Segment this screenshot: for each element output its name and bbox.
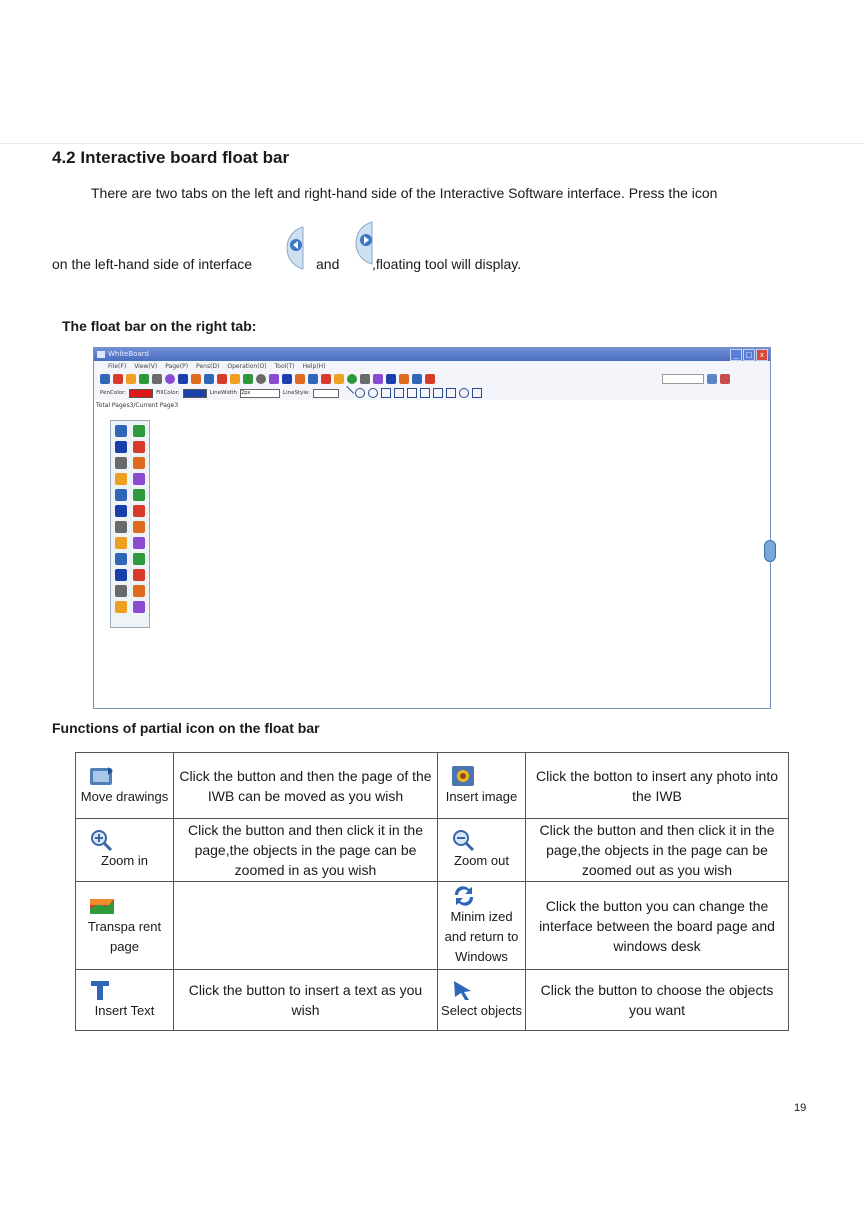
square-icon[interactable] bbox=[394, 388, 404, 398]
whiteboard-app-screenshot bbox=[93, 347, 771, 709]
ruler-icon[interactable] bbox=[386, 374, 396, 384]
page2-icon[interactable] bbox=[133, 537, 145, 549]
display-icon[interactable] bbox=[115, 521, 127, 533]
menu-view[interactable]: View(V) bbox=[134, 363, 158, 370]
line-icon[interactable] bbox=[340, 386, 354, 400]
triangle-icon[interactable] bbox=[399, 374, 409, 384]
triangle-shape-icon[interactable] bbox=[381, 388, 391, 398]
picture-icon[interactable] bbox=[115, 505, 127, 517]
ellipse-icon[interactable] bbox=[368, 388, 378, 398]
search-icon[interactable] bbox=[707, 374, 717, 384]
transparent-page-icon[interactable] bbox=[115, 601, 127, 613]
close-window-button[interactable]: x bbox=[756, 349, 768, 361]
insert-image-label: Insert image bbox=[445, 788, 518, 804]
icon-label-cell bbox=[76, 970, 174, 1031]
app-menubar bbox=[94, 361, 770, 372]
settings-icon[interactable] bbox=[720, 374, 730, 384]
page-prev-icon[interactable] bbox=[243, 374, 253, 384]
fill-color-swatch[interactable] bbox=[183, 389, 207, 398]
app-logo-icon bbox=[97, 351, 105, 358]
icon-label-cell bbox=[76, 819, 174, 882]
icon-label-cell bbox=[438, 970, 526, 1031]
fill-color-label: FillColor: bbox=[156, 390, 180, 396]
transparent-page-desc bbox=[174, 882, 438, 970]
move-drawings-desc: Click the button and then the page of the IWB can be moved as you wish bbox=[174, 753, 438, 819]
undo-icon[interactable] bbox=[321, 374, 331, 384]
menu-pens[interactable]: Pens(D) bbox=[196, 363, 220, 370]
redo-icon[interactable] bbox=[133, 425, 145, 437]
redo-icon[interactable] bbox=[334, 374, 344, 384]
pen-color-swatch[interactable] bbox=[129, 389, 153, 398]
screen-icon[interactable] bbox=[204, 374, 214, 384]
main-toolbar bbox=[94, 372, 770, 386]
diamond-icon[interactable] bbox=[295, 374, 305, 384]
diamond-shape-icon[interactable] bbox=[420, 388, 430, 398]
eraser-icon[interactable] bbox=[165, 374, 175, 384]
minimize-label: Minim ized and return to Windows bbox=[444, 908, 519, 964]
pen-icon[interactable] bbox=[100, 374, 110, 384]
float-bar-subheading: The float bar on the right tab: bbox=[62, 318, 257, 334]
select-objects-label: Select objects bbox=[441, 1003, 522, 1018]
zoom-out-icon bbox=[451, 829, 477, 851]
app-title: WhiteBoard bbox=[108, 350, 149, 358]
note-icon[interactable] bbox=[373, 374, 383, 384]
page-top-rule bbox=[0, 143, 864, 144]
zoom-in-label: Zoom in bbox=[101, 853, 148, 868]
intro-and-word: and bbox=[316, 256, 340, 272]
cloud-icon[interactable] bbox=[115, 585, 127, 597]
text-icon[interactable] bbox=[133, 553, 145, 565]
select-objects-icon bbox=[451, 979, 477, 1001]
clock-icon[interactable] bbox=[347, 374, 357, 384]
pentagon-icon[interactable] bbox=[433, 388, 443, 398]
app-titlebar bbox=[94, 348, 770, 361]
octagon-icon[interactable] bbox=[459, 388, 469, 398]
line-width-label: LineWidth bbox=[209, 390, 238, 396]
rotate-icon[interactable] bbox=[133, 601, 145, 613]
page-icon[interactable] bbox=[115, 537, 127, 549]
intro-text-line2: on the left-hand side of interface bbox=[52, 256, 253, 272]
menu-help[interactable]: Help(H) bbox=[302, 363, 326, 370]
highlighter-icon[interactable] bbox=[133, 505, 145, 517]
functions-table bbox=[75, 752, 789, 1031]
menu-page[interactable]: Page(P) bbox=[165, 363, 189, 370]
rect-tool-icon[interactable] bbox=[178, 374, 188, 384]
intro-text-tail: ,floating tool will display. bbox=[372, 256, 522, 272]
pencil-icon[interactable] bbox=[133, 489, 145, 501]
gear-shape-icon[interactable] bbox=[472, 388, 482, 398]
section-heading: 4.2 Interactive board float bar bbox=[52, 148, 290, 167]
line-style-select[interactable] bbox=[313, 389, 339, 398]
select-objects-desc: Click the button to choose the objects you want bbox=[526, 970, 789, 1031]
brush-icon[interactable] bbox=[133, 473, 145, 485]
insert-image-desc: Click the botton to insert any photo into the IWB bbox=[526, 753, 789, 819]
brush2-icon[interactable] bbox=[133, 521, 145, 533]
zoom-out-icon[interactable] bbox=[133, 585, 145, 597]
float-bar bbox=[110, 420, 150, 628]
zoom-out-label: Zoom out bbox=[454, 853, 509, 868]
icon-label-cell bbox=[438, 882, 526, 970]
right-tab-handle[interactable] bbox=[764, 540, 776, 562]
undo-icon[interactable] bbox=[115, 425, 127, 437]
camera-icon[interactable] bbox=[217, 374, 227, 384]
line-style-label: LineStyle: bbox=[283, 390, 311, 396]
display-icon[interactable] bbox=[308, 374, 318, 384]
pause-icon[interactable] bbox=[269, 374, 279, 384]
line-width-select[interactable]: 2px bbox=[240, 389, 280, 398]
minimize-window-button[interactable]: _ bbox=[730, 349, 742, 361]
transparent-page-label: Transpa rent page bbox=[87, 918, 162, 954]
toolbar-search-field[interactable] bbox=[662, 374, 704, 384]
screen-icon[interactable] bbox=[115, 489, 127, 501]
laser-icon[interactable] bbox=[282, 374, 292, 384]
page-info: Total Pages3/Current Page3 bbox=[96, 402, 179, 409]
icon-label-cell bbox=[76, 753, 174, 819]
protractor-icon[interactable] bbox=[412, 374, 422, 384]
intro-text-line1: There are two tabs on the left and right-hand side of the Interactive Software interface. Press the icon bbox=[91, 185, 718, 201]
marker-icon[interactable] bbox=[133, 457, 145, 469]
select-icon[interactable] bbox=[115, 441, 127, 453]
table-row bbox=[76, 819, 789, 882]
brush-icon[interactable] bbox=[126, 374, 136, 384]
minimize-desc: Click the button you can change the interface between the board page and windows desk bbox=[526, 882, 789, 970]
zoom-in-icon[interactable] bbox=[133, 569, 145, 581]
compass-icon[interactable] bbox=[425, 374, 435, 384]
pen-icon[interactable] bbox=[133, 441, 145, 453]
functions-subheading: Functions of partial icon on the float bar bbox=[52, 720, 320, 736]
zoom-out-desc: Click the button and then click it in the page,the objects in the page can be zoomed out as you wish bbox=[526, 819, 789, 882]
maximize-window-button[interactable]: □ bbox=[743, 349, 755, 361]
star-icon[interactable] bbox=[446, 388, 456, 398]
insert-text-icon bbox=[89, 979, 115, 1001]
highlighter-icon[interactable] bbox=[152, 374, 162, 384]
table-row bbox=[76, 882, 789, 970]
page-number: 19 bbox=[794, 1102, 807, 1114]
icon-label-cell bbox=[76, 882, 174, 970]
icon-label-cell bbox=[438, 819, 526, 882]
table-row bbox=[76, 753, 789, 819]
properties-toolbar bbox=[94, 386, 770, 400]
pencil-icon[interactable] bbox=[139, 374, 149, 384]
menu-tool[interactable]: Tool(T) bbox=[274, 363, 295, 370]
menu-operation[interactable]: Operation(O) bbox=[227, 363, 267, 370]
page-next-icon[interactable] bbox=[256, 374, 266, 384]
fill-icon[interactable] bbox=[191, 374, 201, 384]
marker-icon[interactable] bbox=[113, 374, 123, 384]
sun-image-icon[interactable] bbox=[115, 553, 127, 565]
blue-rect-icon[interactable] bbox=[115, 473, 127, 485]
right-tab-icon bbox=[354, 220, 374, 266]
move-drawings-icon bbox=[89, 765, 115, 787]
insert-text-label: Insert Text bbox=[94, 1003, 155, 1018]
insert-image-icon bbox=[451, 765, 477, 787]
move-drawings-label: Move drawings bbox=[80, 788, 169, 804]
insert-text-desc: Click the button to insert a text as you wish bbox=[174, 970, 438, 1031]
table-row bbox=[76, 970, 789, 1031]
pen-color-label: PenColor: bbox=[100, 390, 127, 396]
minimize-icon bbox=[451, 885, 477, 907]
left-tab-icon bbox=[285, 225, 305, 271]
circle-icon[interactable] bbox=[355, 388, 365, 398]
page-icon[interactable] bbox=[230, 374, 240, 384]
transparent-page-icon bbox=[89, 895, 115, 917]
window-controls bbox=[730, 349, 768, 361]
icon-label-cell bbox=[438, 753, 526, 819]
zoom-in-desc: Click the button and then click it in the page,the objects in the page can be zoomed in as you wish bbox=[174, 819, 438, 882]
rectangle-icon[interactable] bbox=[407, 388, 417, 398]
eraser-icon[interactable] bbox=[115, 457, 127, 469]
image-icon[interactable] bbox=[360, 374, 370, 384]
zoom-in-icon bbox=[89, 829, 115, 851]
menu-file[interactable]: File(F) bbox=[108, 363, 127, 370]
move-icon[interactable] bbox=[115, 569, 127, 581]
